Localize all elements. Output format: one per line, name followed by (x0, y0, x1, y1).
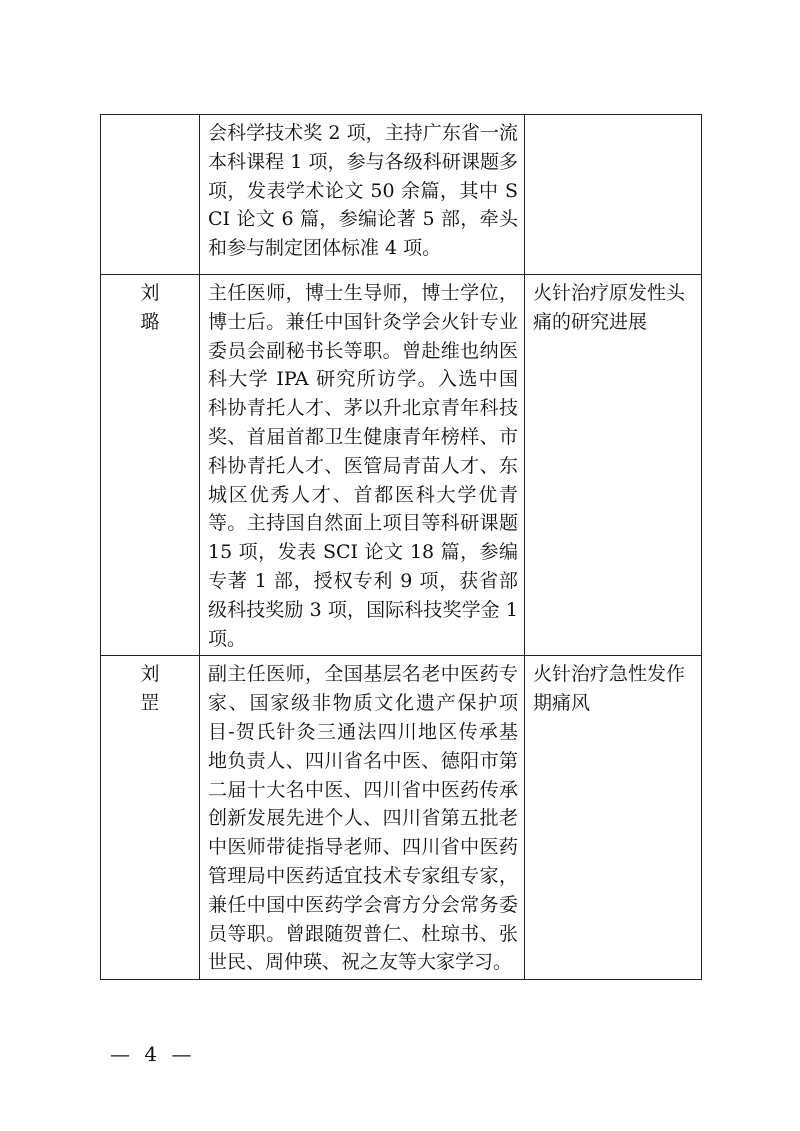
table-row (101, 275, 702, 656)
expert-bio: 副主任医师，全国基层名老中医药专家、国家级非物质文化遗产保护项目-贺氏针灸三通法四川地区传承基地负责人、四川省名中医、德阳市第二届十大名中医、四川省中医药传承创新发展先进个人、四川省第五批老中医师带徒指导老师、四川省中医药管理局中医药适宜技术专家组专家，兼任中国中医药学会膏方分会常务委员等职。曾跟随贺普仁、杜琼书、张世民、周仲瑛、祝之友等大家学习。 (200, 656, 525, 980)
expert-name (101, 115, 200, 275)
expert-name: 刘罡 (101, 656, 200, 980)
expert-bio: 主任医师，博士生导师，博士学位，博士后。兼任中国针灸学会火针专业委员会副秘书长等职。曾赴维也纳医科大学 IPA 研究所访学。入选中国科协青托人才、茅以升北京青年科技奖、首届首都卫生健康青年榜样、市科协青托人才、医管局青苗人才、东城区优秀人才、首都医科大学优青等。主持国自然面上项目等科研课题 15 项，发表 SCI 论文 18 篇，参编专著 1 部，授权专利 9 项，获省部级科技奖励 3 项，国际科技奖学金 1 项。 (200, 275, 525, 656)
table-row (101, 115, 702, 275)
expert-name: 刘璐 (101, 275, 200, 656)
expert-bio: 会科学技术奖 2 项，主持广东省一流本科课程 1 项，参与各级科研课题多项，发表学术论文 50 余篇，其中 SCI 论文 6 篇，参编论著 5 部，牵头和参与制定团体标准 4 项。 (200, 115, 525, 275)
expert-table (100, 114, 702, 980)
lecture-topic (525, 115, 702, 275)
lecture-topic: 火针治疗原发性头痛的研究进展 (525, 275, 702, 656)
table-row (101, 656, 702, 980)
page-number: — 4 — (110, 1042, 196, 1066)
lecture-topic: 火针治疗急性发作期痛风 (525, 656, 702, 980)
